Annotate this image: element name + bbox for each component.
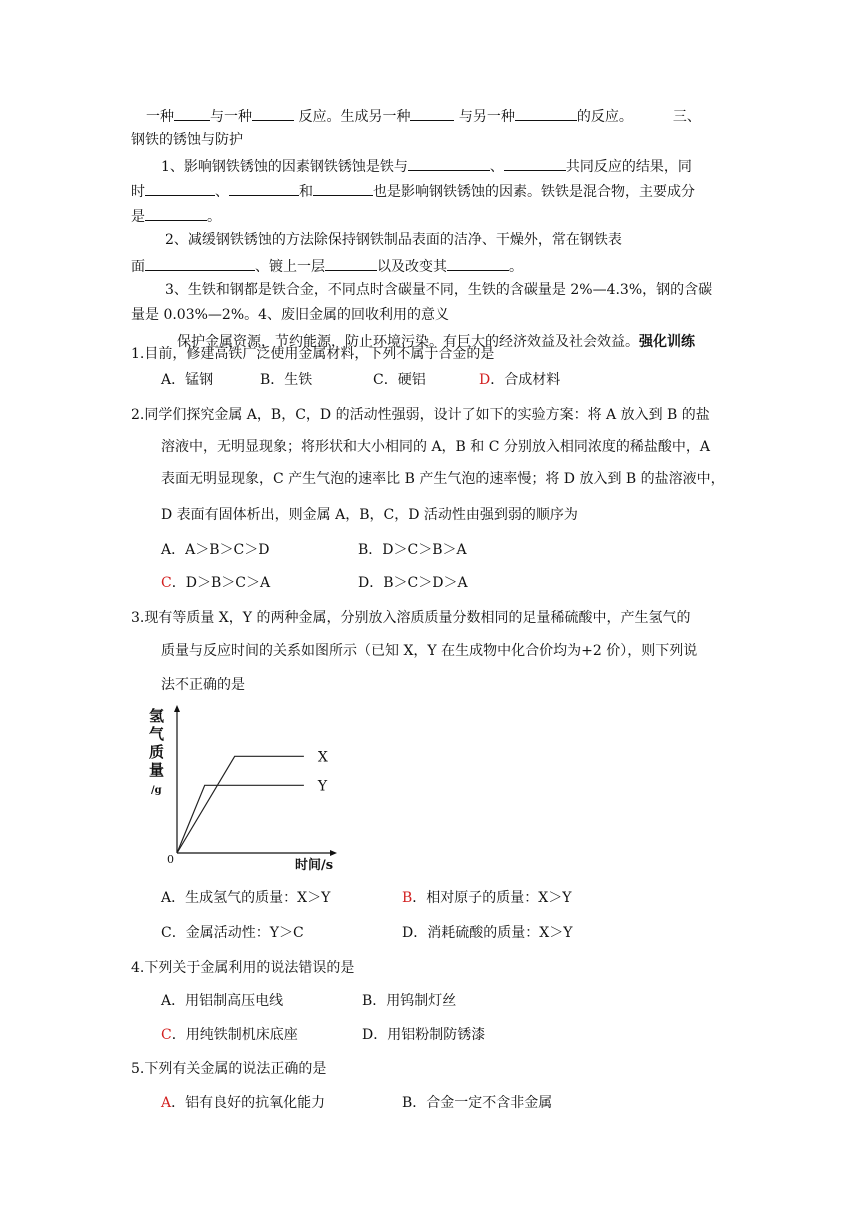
text: 反应。生成另一种 bbox=[294, 109, 411, 125]
option-text: ．生铁 bbox=[270, 372, 313, 388]
x-axis-label: 时间/s bbox=[295, 858, 334, 873]
blank bbox=[408, 155, 490, 171]
q2-option-d[interactable] bbox=[358, 573, 468, 593]
text: 。 bbox=[207, 209, 221, 225]
option-text: ．用钨制灯丝 bbox=[372, 993, 457, 1009]
text: 时 bbox=[131, 184, 145, 200]
blank bbox=[447, 255, 509, 271]
q5-option-a[interactable] bbox=[161, 1093, 325, 1113]
intro-line-1 bbox=[146, 105, 701, 127]
question-4-stem: 4.下列关于金属利用的说法错误的是 bbox=[131, 960, 355, 976]
q5-option-b[interactable] bbox=[402, 1093, 552, 1113]
section-title: 强化训练 bbox=[639, 334, 695, 350]
text: 保护金属资源，节约能源，防止环境污染。有巨大的经济效益及社会效益。 bbox=[177, 334, 639, 350]
option-text: ．铝有良好的抗氧化能力 bbox=[171, 1095, 326, 1111]
option-letter: A bbox=[161, 993, 172, 1009]
y-axis-label-char: /g bbox=[151, 785, 162, 796]
q4-option-c[interactable] bbox=[161, 1025, 298, 1045]
blank bbox=[174, 105, 210, 121]
blank bbox=[313, 180, 373, 196]
section-three-label: 三、 bbox=[672, 109, 701, 125]
text: 1、影响钢铁锈蚀的因素钢铁锈蚀是铁与 bbox=[161, 159, 408, 175]
option-letter: A bbox=[161, 372, 172, 388]
text: 、 bbox=[489, 159, 504, 175]
q2-option-a[interactable] bbox=[161, 540, 269, 560]
option-letter: A bbox=[161, 542, 172, 558]
x-axis-arrow bbox=[330, 850, 337, 856]
option-letter: D bbox=[402, 925, 414, 941]
question-2-stem-line-3: 表面无明显现象，C 产生气泡的速率比 B 产生气泡的速率慢；将 D 放入到 B 的盐溶液中， bbox=[161, 471, 725, 487]
option-letter: D bbox=[358, 575, 370, 591]
y-axis-label-char: 质 bbox=[149, 743, 165, 761]
para-1-line-2 bbox=[131, 180, 695, 202]
q2-option-b[interactable] bbox=[358, 540, 467, 560]
option-text: ．相对原子的质量：X＞Y bbox=[412, 890, 572, 906]
text: 。 bbox=[509, 259, 523, 275]
option-text: ．用铝粉制防锈漆 bbox=[373, 1027, 486, 1043]
question-3-stem-line-2: 质量与反应时间的关系如图所示（已知 X，Y 在生成物中化合价均为+2 价），则下列说 bbox=[161, 643, 698, 659]
option-text: ．用纯铁制机床底座 bbox=[171, 1027, 298, 1043]
para-2-line-1: 2、减缓钢铁锈蚀的方法除保持钢铁制品表面的洁净、干燥外，常在钢铁表 bbox=[165, 232, 622, 248]
option-text: ．合成材料 bbox=[490, 372, 561, 388]
chart-axes bbox=[174, 705, 337, 856]
text: 和 bbox=[299, 184, 313, 200]
para-1-line-1 bbox=[161, 155, 692, 177]
text: 共同反应的结果，同 bbox=[565, 159, 692, 175]
option-letter: B bbox=[402, 1095, 413, 1111]
option-letter-answer: C bbox=[161, 575, 172, 591]
text: 、 bbox=[215, 184, 229, 200]
q3-option-a[interactable] bbox=[161, 888, 330, 908]
option-letter-answer: D bbox=[479, 372, 491, 388]
option-letter: B bbox=[362, 993, 373, 1009]
q3-option-d[interactable] bbox=[402, 923, 572, 943]
option-text: ．B＞C＞D＞A bbox=[369, 575, 468, 591]
para-1-line-3 bbox=[131, 205, 221, 227]
blank bbox=[515, 105, 577, 121]
option-text: ．合金一定不含非金属 bbox=[412, 1095, 553, 1111]
q2-option-c[interactable] bbox=[161, 573, 270, 593]
text: 与一种 bbox=[210, 109, 252, 125]
option-letter: B bbox=[358, 542, 369, 558]
intro-line-2: 钢铁的锈蚀与防护 bbox=[131, 132, 243, 148]
q4-option-a[interactable] bbox=[161, 991, 283, 1011]
text: 面 bbox=[131, 259, 145, 275]
option-letter: A bbox=[161, 890, 172, 906]
y-axis-label-char: 量 bbox=[149, 761, 165, 779]
blank bbox=[145, 255, 255, 271]
hydrogen-time-chart bbox=[145, 703, 345, 873]
blank bbox=[145, 180, 215, 196]
blank bbox=[325, 255, 377, 271]
q4-option-b[interactable] bbox=[362, 991, 456, 1011]
series-label-x: X bbox=[317, 749, 328, 766]
option-letter: B bbox=[260, 372, 271, 388]
q1-option-a[interactable] bbox=[161, 370, 213, 390]
blank bbox=[252, 105, 294, 121]
q3-option-b[interactable] bbox=[402, 888, 572, 908]
text: 也是影响钢铁锈蚀的因素。铁铁是混合物，主要成分 bbox=[373, 184, 695, 200]
option-letter: D bbox=[362, 1027, 374, 1043]
option-text: ．D＞B＞C＞A bbox=[171, 575, 271, 591]
series-line-x bbox=[177, 756, 304, 853]
y-axis-label-char: 气 bbox=[149, 725, 165, 743]
question-3-stem-line-1: 3.现有等质量 X，Y 的两种金属，分别放入溶质质量分数相同的足量稀硫酸中，产生氢气的 bbox=[131, 610, 691, 626]
origin-label: 0 bbox=[167, 853, 174, 866]
para-3-line-1: 3、生铁和钢都是铁合金，不同点时含碳量不同，生铁的含碳量是 2%—4.3%，钢的含碳 bbox=[165, 282, 713, 298]
option-letter-answer: C bbox=[161, 1027, 172, 1043]
q1-option-b[interactable] bbox=[260, 370, 312, 390]
q3-option-c[interactable] bbox=[161, 923, 304, 943]
option-letter: C bbox=[373, 372, 384, 388]
question-2-stem-line-4: D 表面有固体析出，则金属 A，B，C，D 活动性由强到弱的顺序为 bbox=[161, 507, 578, 523]
option-letter-answer: A bbox=[161, 1095, 172, 1111]
option-text: ．用铝制高压电线 bbox=[171, 993, 284, 1009]
text: 、镀上一层 bbox=[255, 259, 325, 275]
option-letter: C bbox=[161, 925, 172, 941]
para-3-line-2: 量是 0.03%—2%。4、废旧金属的回收利用的意义 bbox=[131, 307, 450, 323]
text: 以及改变其 bbox=[377, 259, 447, 275]
series-line-y bbox=[177, 785, 304, 853]
option-letter-answer: B bbox=[402, 890, 413, 906]
q1-option-c[interactable] bbox=[373, 370, 426, 390]
chart-lines bbox=[177, 756, 304, 853]
text: 一种 bbox=[146, 109, 174, 125]
q1-option-d[interactable] bbox=[479, 370, 560, 390]
question-2-stem-line-2: 溶液中，无明显现象；将形状和大小相同的 A，B 和 C 分别放入相同浓度的稀盐酸中，A bbox=[161, 439, 711, 455]
option-text: ．硬铝 bbox=[383, 372, 426, 388]
blank bbox=[504, 155, 566, 171]
question-2-stem-line-1: 2.同学们探究金属 A，B，C，D 的活动性强弱，设计了如下的实验方案：将 A 放入到 B 的盐 bbox=[131, 407, 710, 423]
blank bbox=[410, 105, 454, 121]
para-2-line-2 bbox=[131, 255, 523, 277]
blank bbox=[229, 180, 299, 196]
option-text: ．D＞C＞B＞A bbox=[368, 542, 467, 558]
question-1-stem: 1.目前，修建高铁广泛使用金属材料，下列不属于合金的是 bbox=[131, 346, 495, 362]
blank bbox=[145, 205, 207, 221]
y-axis-arrow bbox=[174, 705, 180, 712]
question-3-stem-line-3: 法不正确的是 bbox=[161, 677, 245, 693]
q4-option-d[interactable] bbox=[362, 1025, 485, 1045]
text: 与另一种 bbox=[454, 109, 515, 125]
option-text: ．金属活动性：Y＞C bbox=[171, 925, 304, 941]
option-text: ．A＞B＞C＞D bbox=[171, 542, 270, 558]
question-5-stem: 5.下列有关金属的说法正确的是 bbox=[131, 1061, 327, 1077]
text: 的反应。 bbox=[576, 109, 633, 125]
series-label-y: Y bbox=[317, 778, 328, 795]
option-text: ．消耗硫酸的质量：X＞Y bbox=[413, 925, 573, 941]
option-text: ．生成氢气的质量：X＞Y bbox=[171, 890, 331, 906]
text: 是 bbox=[131, 209, 145, 225]
option-text: ．锰钢 bbox=[171, 372, 214, 388]
y-axis-label-char: 氢 bbox=[149, 707, 165, 725]
